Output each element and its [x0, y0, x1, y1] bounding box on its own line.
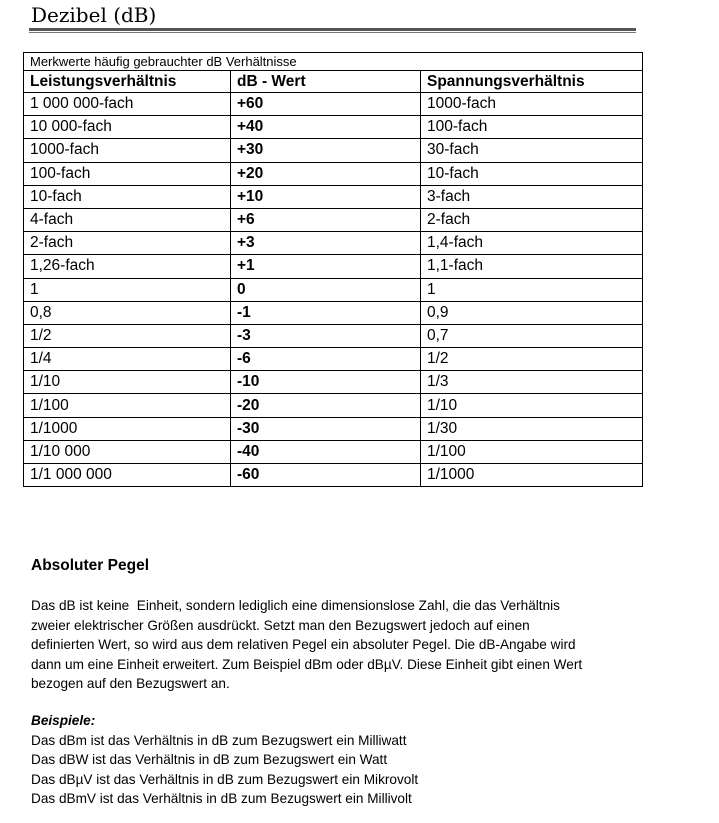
section-paragraph: [31, 596, 646, 694]
cell-db-value: +6: [231, 208, 421, 231]
cell-power-ratio: 1/4: [24, 348, 231, 371]
cell-power-ratio: 1 000 000-fach: [24, 93, 231, 116]
cell-power-ratio: 10-fach: [24, 185, 231, 208]
table-row: [24, 139, 643, 162]
cell-voltage-ratio: 1: [421, 278, 643, 301]
cell-db-value: -10: [231, 371, 421, 394]
cell-db-value: 0: [231, 278, 421, 301]
table-row: [24, 232, 643, 255]
table-caption-row: [24, 53, 643, 71]
table-row: [24, 93, 643, 116]
examples-heading: Beispiele:: [31, 713, 96, 728]
cell-db-value: -20: [231, 394, 421, 417]
paragraph-line: bezogen auf den Bezugswert an.: [31, 676, 230, 692]
cell-power-ratio: 1/2: [24, 324, 231, 347]
table-row: [24, 440, 643, 463]
table-row: [24, 208, 643, 231]
cell-power-ratio: 1000-fach: [24, 139, 231, 162]
cell-voltage-ratio: 1,1-fach: [421, 255, 643, 278]
cell-voltage-ratio: 1/1000: [421, 464, 643, 487]
cell-voltage-ratio: 100-fach: [421, 116, 643, 139]
table-row: [24, 371, 643, 394]
paragraph-line: dann um eine Einheit erweitert. Zum Beispiel dBm oder dBµV. Diese Einheit gibt einen Wert: [31, 656, 583, 672]
table-caption: Merkwerte häufig gebrauchter dB Verhältnisse: [24, 53, 643, 71]
table-row: [24, 116, 643, 139]
cell-voltage-ratio: 1,4-fach: [421, 232, 643, 255]
cell-power-ratio: 1/10 000: [24, 440, 231, 463]
cell-db-value: +30: [231, 139, 421, 162]
example-item: Das dBW ist das Verhältnis in dB zum Bezugswert ein Watt: [31, 752, 388, 768]
cell-db-value: +20: [231, 162, 421, 185]
example-item: Das dBµV ist das Verhältnis in dB zum Bezugswert ein Mikrovolt: [31, 771, 419, 787]
cell-voltage-ratio: 1000-fach: [421, 93, 643, 116]
table-row: [24, 417, 643, 440]
cell-db-value: -40: [231, 440, 421, 463]
cell-power-ratio: 0,8: [24, 301, 231, 324]
cell-voltage-ratio: 0,9: [421, 301, 643, 324]
db-ratio-table: [23, 52, 643, 487]
table-row: [24, 348, 643, 371]
cell-db-value: +3: [231, 232, 421, 255]
cell-db-value: -3: [231, 324, 421, 347]
cell-power-ratio: 4-fach: [24, 208, 231, 231]
examples-list: [31, 731, 418, 809]
cell-db-value: +40: [231, 116, 421, 139]
cell-power-ratio: 1/100: [24, 394, 231, 417]
paragraph-line: definierten Wert, so wird aus dem relativen Pegel ein absoluter Pegel. Die dB-Angabe wird: [31, 637, 576, 653]
cell-voltage-ratio: 2-fach: [421, 208, 643, 231]
table-row: [24, 255, 643, 278]
cell-db-value: -1: [231, 301, 421, 324]
cell-power-ratio: 10 000-fach: [24, 116, 231, 139]
cell-db-value: +1: [231, 255, 421, 278]
column-header-voltage-ratio: Spannungsverhältnis: [421, 71, 643, 93]
example-item: Das dBm ist das Verhältnis in dB zum Bezugswert ein Milliwatt: [31, 733, 407, 748]
paragraph-line: Das dB ist keine Einheit, sondern lediglich eine dimensionslose Zahl, die das Verhältnis: [31, 598, 560, 613]
cell-voltage-ratio: 3-fach: [421, 185, 643, 208]
table-row: [24, 394, 643, 417]
cell-db-value: -60: [231, 464, 421, 487]
example-item: Das dBmV ist das Verhältnis in dB zum Bezugswert ein Millivolt: [31, 791, 412, 807]
table-row: [24, 185, 643, 208]
section-heading: Absoluter Pegel: [31, 557, 149, 574]
column-header-db-value: dB - Wert: [231, 71, 421, 93]
cell-power-ratio: 1/10: [24, 371, 231, 394]
table-row: [24, 301, 643, 324]
cell-voltage-ratio: 0,7: [421, 324, 643, 347]
cell-db-value: +60: [231, 93, 421, 116]
cell-power-ratio: 1: [24, 278, 231, 301]
cell-voltage-ratio: 1/2: [421, 348, 643, 371]
cell-voltage-ratio: 30-fach: [421, 139, 643, 162]
cell-power-ratio: 2-fach: [24, 232, 231, 255]
cell-db-value: -30: [231, 417, 421, 440]
table-row: [24, 324, 643, 347]
cell-voltage-ratio: 1/100: [421, 440, 643, 463]
column-header-power-ratio: Leistungsverhältnis: [24, 71, 231, 93]
title-underline-thin: [29, 32, 636, 33]
table-row: [24, 464, 643, 487]
table-row: [24, 162, 643, 185]
cell-db-value: -6: [231, 348, 421, 371]
cell-db-value: +10: [231, 185, 421, 208]
table-header-row: [24, 71, 643, 93]
cell-power-ratio: 1/1 000 000: [24, 464, 231, 487]
cell-power-ratio: 100-fach: [24, 162, 231, 185]
cell-voltage-ratio: 1/30: [421, 417, 643, 440]
cell-power-ratio: 1/1000: [24, 417, 231, 440]
title-underline: [29, 28, 636, 31]
page-title: Dezibel (dB): [31, 3, 157, 27]
cell-voltage-ratio: 1/3: [421, 371, 643, 394]
cell-voltage-ratio: 10-fach: [421, 162, 643, 185]
paragraph-line: zweier elektrischer Größen ausdrückt. Setzt man den Bezugswert jedoch auf einen: [31, 617, 530, 633]
cell-voltage-ratio: 1/10: [421, 394, 643, 417]
table-row: [24, 278, 643, 301]
cell-power-ratio: 1,26-fach: [24, 255, 231, 278]
